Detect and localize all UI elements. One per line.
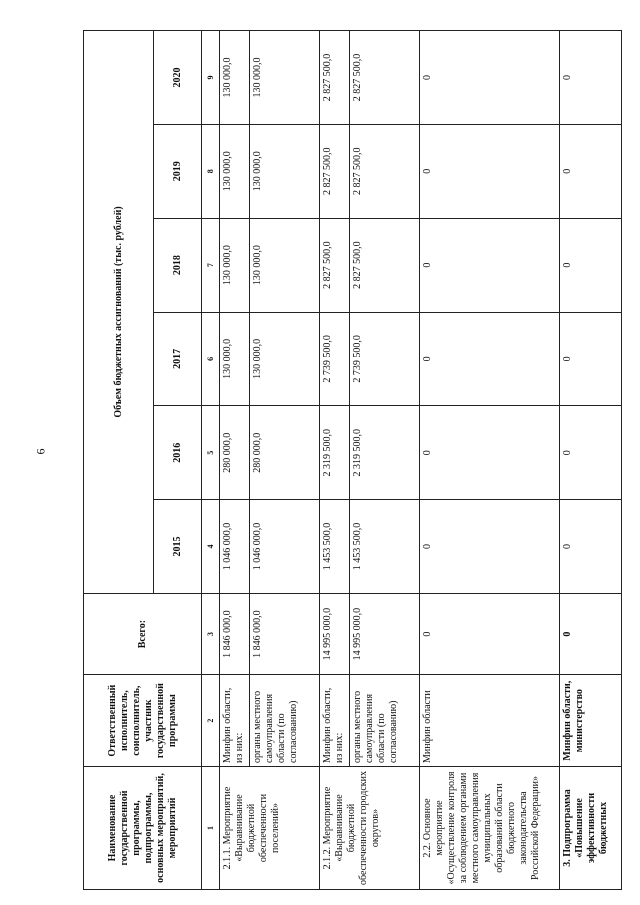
row-value: 2 739 500,0 (320, 312, 350, 406)
row-name: 2.1.1. Мероприятие «Выравнивание бюджетной обеспеченности поселений» (220, 767, 320, 890)
row-value: 130 000,0 (220, 218, 250, 312)
row-value: 0 (420, 406, 560, 500)
table-row (250, 31, 320, 890)
row-responsible: Минфин области, из них: (320, 675, 350, 767)
header-year: 2017 (154, 312, 202, 406)
row-responsible: Минфин области (420, 675, 560, 767)
column-number: 5 (202, 406, 220, 500)
header-year: 2019 (154, 124, 202, 218)
row-value: 0 (420, 124, 560, 218)
row-value: 130 000,0 (220, 124, 250, 218)
row-name: 2.2. Основное мероприятие «Осуществление контроля за соблюдением органами местного самоуправления муниципальных образований области бюджетного законодательства Российской Федерации» (420, 767, 560, 890)
row-value: 1 046 000,0 (220, 500, 250, 594)
page-number: 6 (33, 448, 48, 455)
row-value: 2 319 500,0 (320, 406, 350, 500)
row-total: 0 (420, 593, 560, 674)
header-year: 2016 (154, 406, 202, 500)
column-number: 8 (202, 124, 220, 218)
row-value: 2 827 500,0 (320, 218, 350, 312)
column-number: 9 (202, 31, 220, 125)
row-value: 2 827 500,0 (320, 31, 350, 125)
row-value: 1 046 000,0 (250, 500, 320, 594)
header-responsible: Ответственный исполнитель, соисполнитель, участник государственной программы (84, 675, 202, 767)
row-value: 0 (560, 500, 622, 594)
row-value: 0 (420, 218, 560, 312)
row-value: 0 (560, 218, 622, 312)
row-value: 2 739 500,0 (350, 312, 420, 406)
column-number: 2 (202, 675, 220, 767)
row-value: 130 000,0 (250, 31, 320, 125)
row-name: 3. Подпрограмма «Повышение эффективности бюджетных (560, 767, 622, 890)
row-value: 0 (420, 31, 560, 125)
row-responsible: Минфин области, министерство (560, 675, 622, 767)
header-year: 2020 (154, 31, 202, 125)
row-total: 0 (560, 593, 622, 674)
row-value: 130 000,0 (220, 312, 250, 406)
row-value: 2 827 500,0 (320, 124, 350, 218)
row-responsible: органы местного самоуправления области (по согласованию) (250, 675, 320, 767)
header-year: 2018 (154, 218, 202, 312)
column-number: 1 (202, 767, 220, 890)
header-name: Наименование государственной программы, подпрограммы, основных мероприятий, мероприятий (84, 767, 202, 890)
row-name: 2.1.2. Мероприятие «Выравнивание бюджетной обеспеченности городских округов» (320, 767, 420, 890)
row-value: 130 000,0 (250, 218, 320, 312)
row-value: 0 (560, 124, 622, 218)
header-volume: Объем бюджетных ассигнований (тыс. рублей) (84, 31, 154, 594)
row-value: 280 000,0 (220, 406, 250, 500)
row-value: 2 827 500,0 (350, 31, 420, 125)
row-value: 2 319 500,0 (350, 406, 420, 500)
row-value: 0 (560, 312, 622, 406)
budget-table-container (83, 30, 623, 890)
row-total: 14 995 000,0 (320, 593, 350, 674)
row-value: 280 000,0 (250, 406, 320, 500)
row-value: 130 000,0 (250, 312, 320, 406)
row-total: 1 846 000,0 (250, 593, 320, 674)
row-value: 130 000,0 (250, 124, 320, 218)
row-value: 0 (560, 31, 622, 125)
table-row (350, 31, 420, 890)
row-value: 1 453 500,0 (350, 500, 420, 594)
row-value: 2 827 500,0 (350, 124, 420, 218)
row-responsible: органы местного самоуправления области (по согласованию) (350, 675, 420, 767)
row-value: 0 (560, 406, 622, 500)
budget-table (83, 30, 622, 890)
row-total: 14 995 000,0 (350, 593, 420, 674)
column-number: 3 (202, 593, 220, 674)
row-value: 0 (420, 312, 560, 406)
row-value: 2 827 500,0 (350, 218, 420, 312)
row-value: 0 (420, 500, 560, 594)
row-value: 130 000,0 (220, 31, 250, 125)
table-row (560, 31, 622, 890)
row-total: 1 846 000,0 (220, 593, 250, 674)
column-number: 4 (202, 500, 220, 594)
table-row (420, 31, 560, 890)
header-total: Всего: (84, 593, 202, 674)
table-row (220, 31, 250, 890)
column-number: 6 (202, 312, 220, 406)
row-responsible: Минфин области, из них: (220, 675, 250, 767)
row-value: 1 453 500,0 (320, 500, 350, 594)
column-number: 7 (202, 218, 220, 312)
table-row (320, 31, 350, 890)
header-year: 2015 (154, 500, 202, 594)
